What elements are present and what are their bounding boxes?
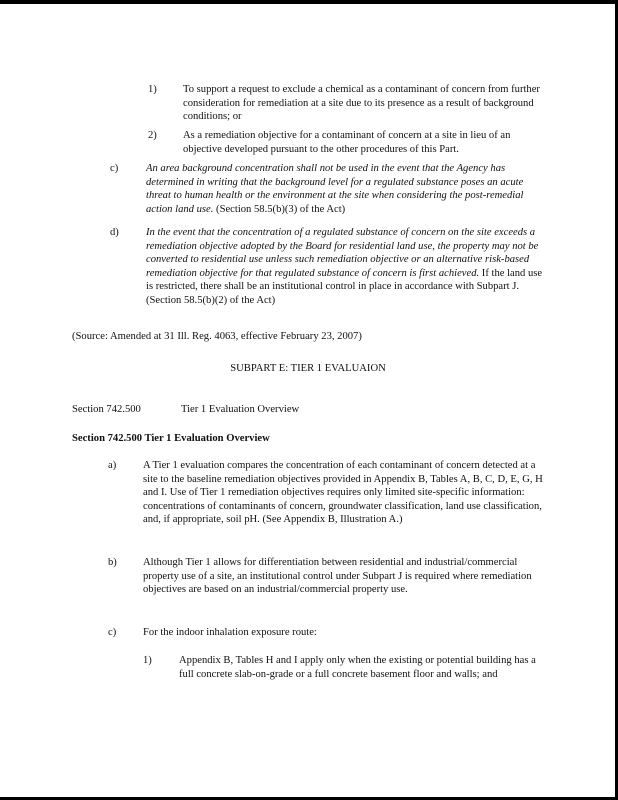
toc-section-number: Section 742.500 <box>72 404 141 415</box>
toc-section-title: Tier 1 Evaluation Overview <box>181 404 300 415</box>
item-label-d: d) <box>110 227 119 238</box>
item-text-c <box>146 162 544 216</box>
item-label-c: c) <box>110 163 119 174</box>
section-item-text-c: For the indoor inhalation exposure route: <box>143 627 317 638</box>
source-note: (Source: Amended at 31 Ill. Reg. 4063, effective February 23, 2007) <box>72 331 362 342</box>
item-text-d-plain: If the land use is restricted, there shall be an institutional control in place in accordance with Subpart J. (Section 58.5(b)(2) of the Act) <box>146 267 543 306</box>
item-text-c-italic: An area background concentration shall not be used in the event that the Agency has determined in writing that the background level for a regulated substance poses an acute threat to human health or the environment at the site when considering the post-remedial action land use. <box>146 163 524 215</box>
section-item-label-c1: 1) <box>143 655 152 666</box>
section-item-text-c1: Appendix B, Tables H and I apply only when the existing or potential building has a full concrete slab-on-grade or a full concrete basement floor and walls; and <box>179 655 536 680</box>
section-item-label-a: a) <box>108 460 117 471</box>
subpart-heading: SUBPART E: TIER 1 EVALUAION <box>230 363 386 374</box>
item-label-1: 1) <box>148 84 157 95</box>
item-label-2: 2) <box>148 130 157 141</box>
section-item-text-b: Although Tier 1 allows for differentiation between residential and industrial/commercial property use of a site, an institutional control under Subpart J is required where remediation objectives are based on an industrial/commercial property use. <box>143 557 532 595</box>
section-item-label-b: b) <box>108 557 117 568</box>
item-text-d-italic: In the event that the concentration of a regulated substance of concern on the site exceeds a remediation objective adopted by the Board for residential land use, the property may not be converted to residential use unless such remediation objective or an alternative risk-based remediation objective for that regulated substance of concern is first achieved. <box>146 227 539 279</box>
scan-border-top <box>0 0 618 4</box>
item-text-1: To support a request to exclude a chemical as a contaminant of concern from further consideration for remediation at a site due to its presence as a result of background conditions; or <box>183 84 540 122</box>
section-heading: Section 742.500 Tier 1 Evaluation Overview <box>72 433 270 444</box>
item-text-c-citation: (Section 58.5(b)(3) of the Act) <box>216 203 346 215</box>
section-item-label-c: c) <box>108 627 117 638</box>
item-text-2: As a remediation objective for a contaminant of concern at a site in lieu of an objective developed pursuant to the other procedures of this Part. <box>183 130 511 155</box>
item-text-d <box>146 226 544 307</box>
section-item-text-a: A Tier 1 evaluation compares the concentration of each contaminant of concern detected at a site to the baseline remediation objectives provided in Appendix B, Tables A, B, C, D, E, G, H and I. Use of Tier 1 remediation objectives requires only limited site-specific information: concentrations of contaminants of concern, groundwater classification, land use classification, and, if appropriate, soil pH. (See Appendix B, Illustration A.) <box>143 460 543 525</box>
